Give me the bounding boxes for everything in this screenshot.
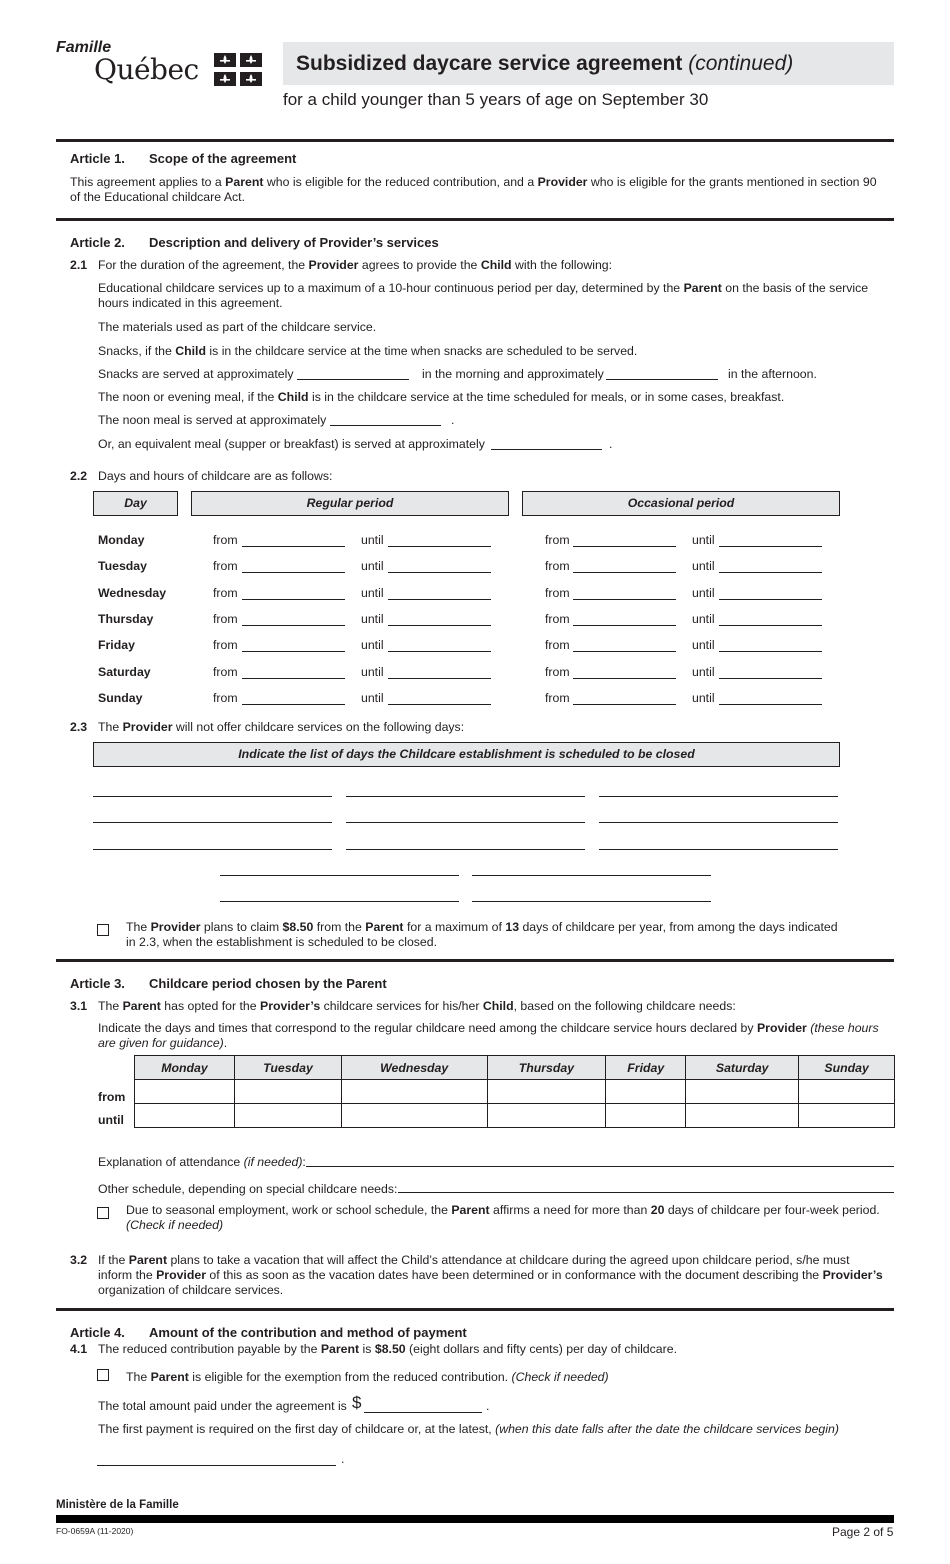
regular-until-field[interactable] — [388, 704, 491, 705]
day-label: Tuesday — [98, 559, 147, 573]
snack-times-label: Snacks are served at approximately — [98, 367, 294, 381]
occasional-until-field[interactable] — [719, 599, 822, 600]
section-3-2-text: If the Parent plans to take a vacation that will affect the Child’s attendance at childcare during the agreed upon childcare period, s/he must inform the Provider of this as soon as the vacation dates have been determined or in conformance with the document describing the Provider’s organization of childcare services. — [98, 1253, 883, 1297]
noon-meal-label: The noon meal is served at approximately — [98, 413, 327, 427]
regular-from-field[interactable] — [242, 625, 345, 626]
regular-from-field[interactable] — [242, 704, 345, 705]
occasional-from-field[interactable] — [573, 572, 676, 573]
occasional-until-field[interactable] — [719, 651, 822, 652]
footer-bar — [56, 1515, 894, 1523]
period: . — [341, 1452, 345, 1466]
equivalent-meal-time-field[interactable] — [491, 449, 602, 450]
schedule-row — [0, 638, 950, 658]
article-3-title: Childcare period chosen by the Parent — [149, 976, 387, 991]
materials-text: The materials used as part of the childcare service. — [98, 320, 377, 334]
divider — [56, 959, 894, 962]
article-4-number: Article 4. — [70, 1325, 125, 1340]
first-payment-text: The first payment is required on the first day of childcare or, at the latest, (when this date falls after the date the childcare services begin) — [98, 1422, 839, 1436]
regular-from-field[interactable] — [242, 599, 345, 600]
section-2-2-text: Days and hours of childcare are as follows: — [98, 469, 333, 483]
regular-until-field[interactable] — [388, 625, 491, 626]
week-day-header: Saturday — [686, 1056, 799, 1080]
occasional-from-field[interactable] — [573, 651, 676, 652]
until-label: until — [361, 586, 384, 600]
closed-day-field[interactable] — [346, 822, 585, 823]
explanation-field[interactable] — [306, 1166, 894, 1167]
chosen-schedule-table — [134, 1055, 895, 1128]
day-label: Saturday — [98, 665, 151, 679]
chosen-until-cell[interactable] — [341, 1104, 487, 1128]
chosen-until-cell[interactable] — [487, 1104, 606, 1128]
day-label: Sunday — [98, 691, 143, 705]
from-label: from — [545, 533, 570, 547]
week-day-header: Monday — [135, 1056, 235, 1080]
dollar-sign: $ — [352, 1393, 362, 1412]
occasional-period-header: Occasional period — [522, 491, 840, 516]
section-2-3-text: The Provider will not offer childcare services on the following days: — [98, 720, 465, 734]
chosen-from-cell[interactable] — [799, 1080, 895, 1104]
other-schedule-label: Other schedule, depending on special childcare needs: — [98, 1182, 398, 1196]
regular-until-field[interactable] — [388, 651, 491, 652]
page-subtitle: for a child younger than 5 years of age on September 30 — [283, 90, 709, 109]
indicate-times-text: Indicate the days and times that correspond to the regular childcare need among the childcare service hours declared by Provider (these hours are given for guidance). — [98, 1021, 879, 1050]
closed-day-field[interactable] — [599, 822, 838, 823]
regular-period-header: Regular period — [191, 491, 509, 516]
logo — [56, 38, 271, 94]
until-label: until — [361, 691, 384, 705]
article-3-number: Article 3. — [70, 976, 125, 991]
closed-day-field[interactable] — [472, 875, 711, 876]
section-number: 2.3 — [70, 720, 88, 734]
schedule-row — [0, 612, 950, 632]
week-day-header: Friday — [606, 1056, 686, 1080]
divider — [56, 218, 894, 221]
closed-day-field[interactable] — [93, 822, 332, 823]
from-label: from — [213, 559, 238, 573]
from-label: from — [545, 638, 570, 652]
chosen-until-cell[interactable] — [686, 1104, 799, 1128]
closed-day-field[interactable] — [93, 849, 332, 850]
fleur-de-lis-flag-icon — [214, 53, 263, 86]
page-title: Subsidized daycare service agreement — [296, 52, 683, 75]
from-label: from — [213, 586, 238, 600]
form-code: FO-0659A (11-2020) — [56, 1526, 134, 1536]
occasional-until-field[interactable] — [719, 572, 822, 573]
claim-closed-days-text: The Provider plans to claim $8.50 from the Parent for a maximum of 13 days of childcare per year, from among the days indicated in 2.3, when the establishment is scheduled to be closed. — [126, 920, 838, 949]
section-number: 4.1 — [70, 1342, 88, 1356]
regular-from-field[interactable] — [242, 572, 345, 573]
title-banner — [283, 42, 894, 85]
total-amount-label: The total amount paid under the agreement is — [98, 1399, 347, 1413]
article-1-heading — [70, 151, 297, 166]
until-label: until — [361, 533, 384, 547]
schedule-row — [0, 665, 950, 685]
schedule-row — [0, 586, 950, 606]
page-number: Page 2 of 5 — [832, 1525, 894, 1539]
until-label: until — [692, 533, 715, 547]
until-label: until — [692, 691, 715, 705]
article-2-heading — [70, 235, 439, 250]
chosen-from-cell[interactable] — [135, 1080, 235, 1104]
chosen-until-cell[interactable] — [235, 1104, 342, 1128]
regular-until-field[interactable] — [388, 599, 491, 600]
closed-day-field[interactable] — [220, 901, 459, 902]
equivalent-meal-label: Or, an equivalent meal (supper or breakfast) is served at approximately — [98, 437, 485, 451]
snacks-text: Snacks, if the Child is in the childcare service at the time when snacks are scheduled to be served. — [98, 344, 638, 358]
occasional-from-field[interactable] — [573, 625, 676, 626]
chosen-until-cell[interactable] — [606, 1104, 686, 1128]
day-label: Friday — [98, 638, 135, 652]
first-payment-date-field[interactable] — [97, 1465, 336, 1466]
regular-until-field[interactable] — [388, 546, 491, 547]
until-label: until — [692, 612, 715, 626]
schedule-row — [0, 691, 950, 711]
claim-closed-days-checkbox[interactable] — [97, 924, 109, 936]
from-label: from — [213, 665, 238, 679]
until-label: until — [361, 612, 384, 626]
noon-meal-time-field[interactable] — [330, 425, 441, 426]
chosen-from-cell[interactable] — [686, 1080, 799, 1104]
article-4-heading — [70, 1325, 467, 1340]
article-1-text: This agreement applies to a Parent who is eligible for the reduced contribution, and a Provider who is eligible for the grants mentioned in section 90 of the Educational childcare Act. — [70, 175, 877, 204]
closed-day-field[interactable] — [599, 796, 838, 797]
regular-from-field[interactable] — [242, 678, 345, 679]
chosen-from-cell[interactable] — [487, 1080, 606, 1104]
occasional-from-field[interactable] — [573, 546, 676, 547]
closed-day-field[interactable] — [599, 849, 838, 850]
closed-days-header: Indicate the list of days the Childcare establishment is scheduled to be closed — [93, 742, 840, 767]
from-label: from — [213, 638, 238, 652]
closed-day-field[interactable] — [220, 875, 459, 876]
period: . — [486, 1399, 490, 1413]
chosen-from-cell[interactable] — [341, 1080, 487, 1104]
section-number: 2.2 — [70, 469, 88, 483]
from-label: from — [213, 533, 238, 547]
until-label: until — [361, 638, 384, 652]
day-column-header: Day — [93, 491, 178, 516]
meal-text: The noon or evening meal, if the Child is in the childcare service at the time scheduled for meals, or in some cases, breakfast. — [98, 390, 785, 404]
until-label: until — [361, 559, 384, 573]
regular-until-field[interactable] — [388, 572, 491, 573]
closed-day-field[interactable] — [346, 849, 585, 850]
from-label: from — [213, 691, 238, 705]
section-2-1-text: For the duration of the agreement, the Provider agrees to provide the Child with the following: — [98, 258, 613, 272]
schedule-row — [0, 533, 950, 553]
exemption-checkbox[interactable] — [97, 1369, 109, 1381]
article-2-title: Description and delivery of Provider’s services — [149, 235, 439, 250]
occasional-until-field[interactable] — [719, 678, 822, 679]
section-number: 3.2 — [70, 1253, 88, 1267]
day-label: Wednesday — [98, 586, 167, 600]
section-number: 3.1 — [70, 999, 88, 1013]
article-3-heading — [70, 976, 387, 991]
from-label: from — [545, 559, 570, 573]
chosen-until-cell[interactable] — [135, 1104, 235, 1128]
from-label: from — [545, 665, 570, 679]
from-label: from — [545, 586, 570, 600]
article-1-number: Article 1. — [70, 151, 125, 166]
from-row-label: from — [98, 1090, 126, 1104]
until-row-label: until — [98, 1113, 124, 1127]
until-label: until — [692, 559, 715, 573]
day-label: Thursday — [98, 612, 154, 626]
from-label: from — [545, 691, 570, 705]
snack-times-end: in the afternoon. — [728, 367, 817, 381]
closed-day-field[interactable] — [93, 796, 332, 797]
occasional-until-field[interactable] — [719, 546, 822, 547]
page-title-suffix: (continued) — [688, 52, 794, 75]
logo-quebec: Québec — [94, 53, 199, 86]
seasonal-need-text: Due to seasonal employment, work or school schedule, the Parent affirms a need for more than 20 days of childcare per four-week period. (Check if needed) — [126, 1203, 880, 1232]
service-hours-text: Educational childcare services up to a maximum of a 10-hour continuous period per day, determined by the Parent on the basis of the service hours indicated in this agreement. — [98, 281, 869, 310]
week-day-header: Wednesday — [341, 1056, 487, 1080]
until-label: until — [692, 665, 715, 679]
article-2-number: Article 2. — [70, 235, 125, 250]
explanation-label: Explanation of attendance (if needed): — [98, 1155, 306, 1169]
total-amount-field[interactable] — [364, 1412, 482, 1413]
from-label: from — [545, 612, 570, 626]
ministry-name: Ministère de la Famille — [56, 1499, 179, 1511]
section-number: 2.1 — [70, 258, 88, 272]
regular-from-field[interactable] — [242, 651, 345, 652]
until-label: until — [692, 638, 715, 652]
chosen-from-cell[interactable] — [606, 1080, 686, 1104]
regular-until-field[interactable] — [388, 678, 491, 679]
schedule-row — [0, 559, 950, 579]
week-day-header: Sunday — [799, 1056, 895, 1080]
regular-from-field[interactable] — [242, 546, 345, 547]
afternoon-snack-time-field[interactable] — [606, 379, 718, 380]
closed-day-field[interactable] — [346, 796, 585, 797]
period: . — [609, 437, 613, 451]
period: . — [451, 413, 455, 427]
closed-day-field[interactable] — [472, 901, 711, 902]
week-day-header: Tuesday — [235, 1056, 342, 1080]
seasonal-need-checkbox[interactable] — [97, 1207, 109, 1219]
section-3-1-text: The Parent has opted for the Provider’s childcare services for his/her Child, based on the following childcare needs: — [98, 999, 736, 1013]
from-label: from — [213, 612, 238, 626]
morning-snack-time-field[interactable] — [297, 379, 409, 380]
exemption-text: The Parent is eligible for the exemption from the reduced contribution. (Check if needed) — [126, 1370, 609, 1384]
chosen-from-cell[interactable] — [235, 1080, 342, 1104]
article-1-title: Scope of the agreement — [149, 151, 297, 166]
until-label: until — [361, 665, 384, 679]
chosen-until-cell[interactable] — [799, 1104, 895, 1128]
snack-times-middle: in the morning and approximately — [422, 367, 604, 381]
occasional-from-field[interactable] — [573, 704, 676, 705]
divider — [56, 1308, 894, 1311]
article-4-title: Amount of the contribution and method of payment — [149, 1325, 467, 1340]
other-schedule-field[interactable] — [398, 1192, 894, 1193]
section-4-1-text: The reduced contribution payable by the Parent is $8.50 (eight dollars and fifty cents) per day of childcare. — [98, 1342, 677, 1356]
occasional-from-field[interactable] — [573, 599, 676, 600]
occasional-from-field[interactable] — [573, 678, 676, 679]
week-day-header: Thursday — [487, 1056, 606, 1080]
occasional-until-field[interactable] — [719, 625, 822, 626]
day-label: Monday — [98, 533, 145, 547]
occasional-until-field[interactable] — [719, 704, 822, 705]
logo-famille: Famille — [56, 39, 112, 56]
divider — [56, 139, 894, 142]
until-label: until — [692, 586, 715, 600]
